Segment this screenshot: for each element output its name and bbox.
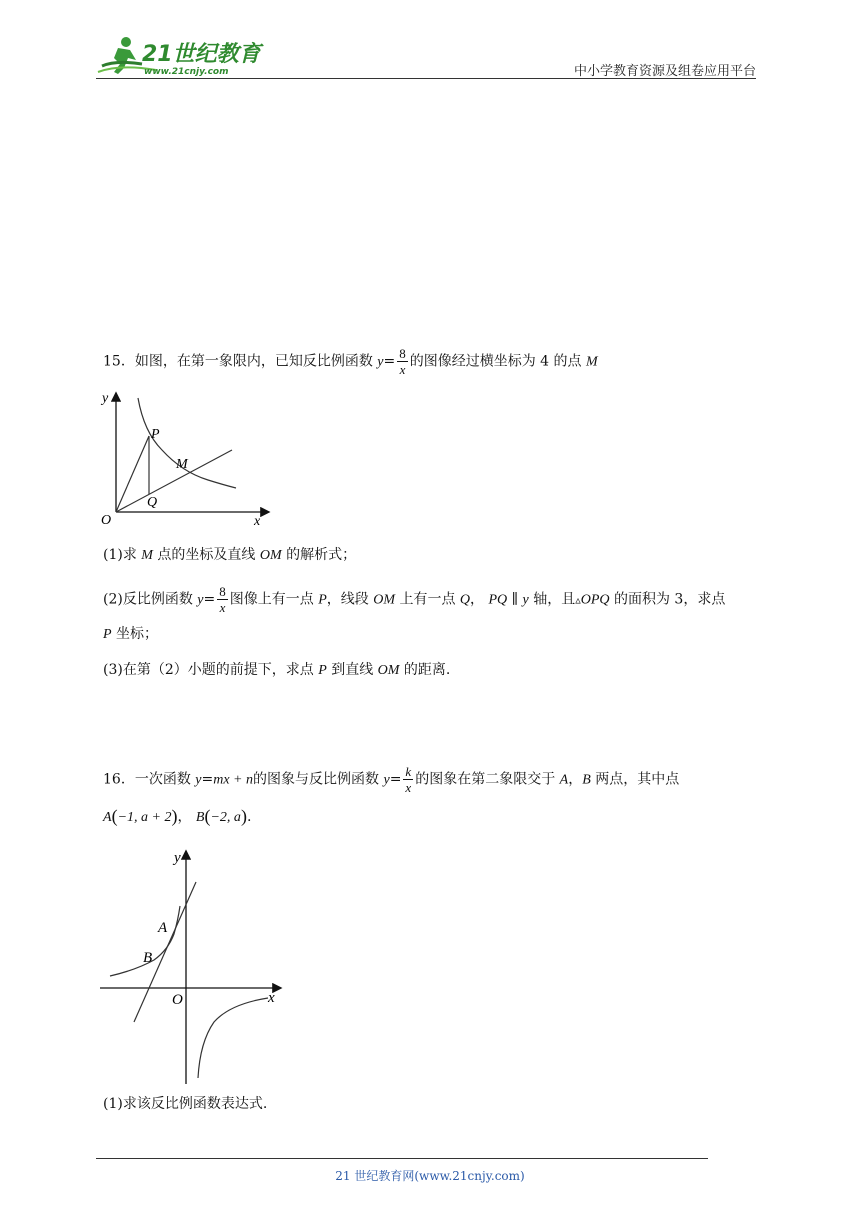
q15-label-x: x (254, 514, 261, 529)
q16-lin-rhs: mx + n (213, 772, 254, 788)
q16-coord-a-val: −1, a + 2 (117, 810, 172, 825)
q16-frac-num: k (405, 764, 412, 779)
q15-part2-pq: PQ (488, 592, 508, 608)
q15-part3-a: (3)在第（2）小题的前提下，求点 (103, 662, 314, 678)
q16-inv-eq: = (389, 771, 402, 788)
q15-number: 15． (103, 353, 135, 370)
logo-main-text: 21世纪教育 (142, 42, 261, 67)
q15-stem (103, 346, 598, 377)
q15-part2-f: 轴，且 (533, 591, 576, 608)
q16-lin-eq: = (201, 771, 214, 788)
q15-part2-triangle: ▵ (575, 593, 581, 607)
q15-part2-cont: 坐标； (116, 626, 159, 642)
q15-part1-c: 的解析式； (286, 547, 357, 563)
q15-part2-frac-den: x (217, 599, 228, 615)
q15-part1-om: OM (259, 548, 282, 563)
q15-line-om (116, 450, 232, 512)
q16-stem (103, 764, 679, 795)
q16-number: 16． (103, 771, 135, 788)
q16-pt-b: B (582, 772, 591, 788)
q15-part2-b: 图像上有一点 (229, 591, 314, 608)
q16-fraction (403, 764, 413, 795)
q15-part2-g: 的面积为 3，求点 (613, 591, 726, 608)
q16-part1: (1)求该反比例函数表达式. (103, 1096, 268, 1112)
q15-part1 (103, 545, 356, 566)
q15-part1-b: 点的坐标及直线 (157, 547, 256, 563)
q16-coord-a-name: A (103, 810, 112, 825)
q15-part2-om: OM (373, 592, 395, 608)
q15-part2-q: Q (459, 592, 471, 608)
q15-part2 (103, 584, 725, 615)
q15-part3-b: 到直线 (331, 662, 374, 678)
q16-paren-open-a: ( (111, 806, 118, 826)
q15-part2-continuation (103, 624, 158, 645)
q15-part2-y: y (522, 592, 529, 608)
q16-sep: ， (568, 771, 583, 788)
q15-label-p: P (151, 427, 160, 442)
q16-label-o: O (172, 992, 183, 1008)
q16-text-c: 的图象在第二象限交于 (415, 771, 556, 788)
q15-label-q: Q (147, 495, 158, 510)
q15-part3-om: OM (377, 663, 400, 678)
q15-part2-func-eq: = (203, 591, 216, 608)
q15-part3 (103, 660, 450, 681)
q15-fraction (397, 346, 408, 377)
q16-label-y: y (174, 850, 181, 866)
q16-coords (103, 806, 251, 828)
q15-part2-d: 上有一点 (399, 591, 456, 608)
q15-part2-frac-num: 8 (219, 584, 226, 599)
q15-label-m: M (176, 457, 188, 472)
q15-part3-p: P (318, 663, 327, 678)
q15-part2-a: (2)反比例函数 (103, 591, 193, 608)
q15-label-o: O (101, 513, 112, 528)
q15-frac-den: x (397, 361, 408, 377)
q15-intro-a: 如图，在第一象限内，已知反比例函数 (134, 353, 373, 370)
header-divider (96, 78, 756, 79)
platform-name: 中小学教育资源及组卷应用平台 (574, 64, 757, 79)
q15-part2-e: ， (470, 591, 485, 608)
q16-label-a: A (158, 920, 168, 936)
q16-paren-close-b: ) (240, 806, 247, 826)
logo-url-text: www.21cnjy.com (144, 67, 229, 77)
footer-divider (96, 1158, 708, 1159)
q15-part2-parallel: ∥ (511, 591, 519, 608)
q15-part2-c: ，线段 (326, 591, 369, 608)
q15-frac-num: 8 (399, 346, 406, 361)
q16-label-x: x (268, 990, 275, 1006)
runner-logo-icon (96, 34, 266, 78)
q15-part1-m: M (141, 548, 153, 563)
q15-part2-cont-p: P (103, 627, 112, 642)
q15-segment-op (116, 436, 149, 512)
q15-part2-fraction (217, 584, 228, 615)
q16-coord-b-val: −2, a (210, 810, 241, 825)
q16-hyperbola-right (198, 998, 268, 1078)
q16-text-d: 两点，其中点 (595, 771, 680, 788)
q15-func-y: y (377, 354, 384, 370)
q16-text-b: 的图象与反比例函数 (253, 771, 380, 788)
q15-point-m: M (586, 354, 598, 370)
q15-part2-opq: OPQ (580, 592, 610, 608)
site-logo (96, 34, 266, 78)
q16-pt-a: A (559, 772, 569, 788)
q15-func-eq: = (383, 353, 396, 370)
q15-part2-func-y: y (197, 592, 204, 608)
q16-coord-end: . (246, 809, 252, 825)
footer-link[interactable]: 21 世纪教育网(www.21cnjy.com) (335, 1169, 525, 1183)
q15-part2-p: P (318, 592, 327, 608)
q15-label-y: y (102, 391, 109, 406)
q15-figure (96, 388, 276, 530)
q15-part1-a: (1)求 (103, 547, 137, 563)
q16-lin-y: y (195, 772, 202, 788)
q15-part3-c: 的距离. (403, 662, 451, 678)
q16-figure (96, 846, 286, 1086)
q16-coord-sep: ， (177, 809, 192, 825)
q16-frac-den: x (405, 780, 412, 795)
q16-paren-close-a: ) (171, 806, 178, 826)
q16-inv-y: y (383, 772, 390, 788)
q16-text-a: 一次函数 (134, 771, 191, 788)
q16-coord-b-name: B (195, 810, 205, 825)
q16-label-b: B (143, 950, 153, 966)
q15-intro-b: 的图像经过横坐标为 4 的点 (409, 353, 582, 370)
q16-paren-open-b: ( (204, 806, 211, 826)
